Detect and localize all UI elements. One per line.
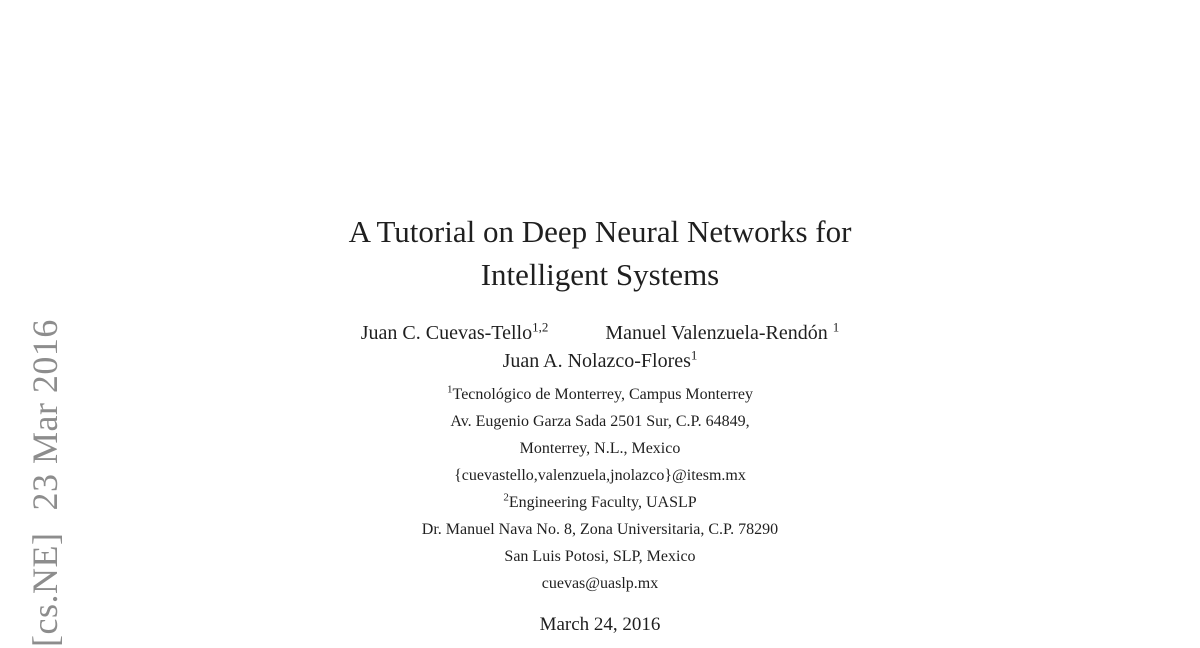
- affiliation-line-8: [0, 570, 1200, 597]
- paper-date: March 24, 2016: [539, 614, 661, 635]
- paper-title-line2: Intelligent Systems: [480, 257, 720, 292]
- affil-text-6: Dr. Manuel Nava No. 8, Zona Universitaria, C.P. 78290: [421, 521, 779, 538]
- author-2-text: Manuel Valenzuela-Rendón: [605, 322, 833, 344]
- affiliation-line-1: [0, 381, 1200, 408]
- author-3-affil-marker: 1: [690, 347, 698, 363]
- affil-marker-1: 1: [447, 383, 453, 396]
- author-2-affil-marker: 1: [832, 319, 840, 335]
- author-block: [0, 319, 1200, 375]
- affil-text-5: Engineering Faculty, UASLP: [508, 494, 697, 511]
- affil-text-2: Av. Eugenio Garza Sada 2501 Sur, C.P. 64849,: [450, 413, 750, 430]
- affil-text-1: Tecnológico de Monterrey, Campus Monterrey: [452, 386, 753, 403]
- affil-email-2: cuevas@uaslp.mx: [541, 575, 659, 592]
- affiliation-line-7: [0, 543, 1200, 570]
- affiliation-line-4: [0, 462, 1200, 489]
- author-name-1: [360, 319, 549, 344]
- author-row-1: [0, 319, 1200, 347]
- affiliation-block: [0, 381, 1200, 597]
- author-row-2: [0, 347, 1200, 375]
- paper-title-line1: A Tutorial on Deep Neural Networks for: [348, 214, 852, 249]
- author-name-3: [502, 347, 698, 372]
- affiliation-line-5: [0, 489, 1200, 516]
- arxiv-category-label: [cs.NE]: [25, 532, 65, 647]
- author-1-affil-marker: 1,2: [532, 319, 549, 335]
- affil-email-group-1: {cuevastello,valenzuela,jnolazco}@itesm.mx: [454, 467, 746, 484]
- affil-marker-2: 2: [503, 491, 509, 504]
- affiliation-line-2: [0, 408, 1200, 435]
- paper-title: [0, 210, 1200, 296]
- affil-text-7: San Luis Potosi, SLP, Mexico: [504, 548, 696, 565]
- affil-text-3: Monterrey, N.L., Mexico: [519, 440, 681, 457]
- author-3-text: Juan A. Nolazco-Flores: [502, 350, 691, 372]
- author-name-2: [605, 319, 840, 344]
- author-1-text: Juan C. Cuevas-Tello: [360, 322, 533, 344]
- affiliation-line-6: [0, 516, 1200, 543]
- arxiv-submission-date: 23 Mar 2016: [25, 319, 65, 511]
- affiliation-line-3: [0, 435, 1200, 462]
